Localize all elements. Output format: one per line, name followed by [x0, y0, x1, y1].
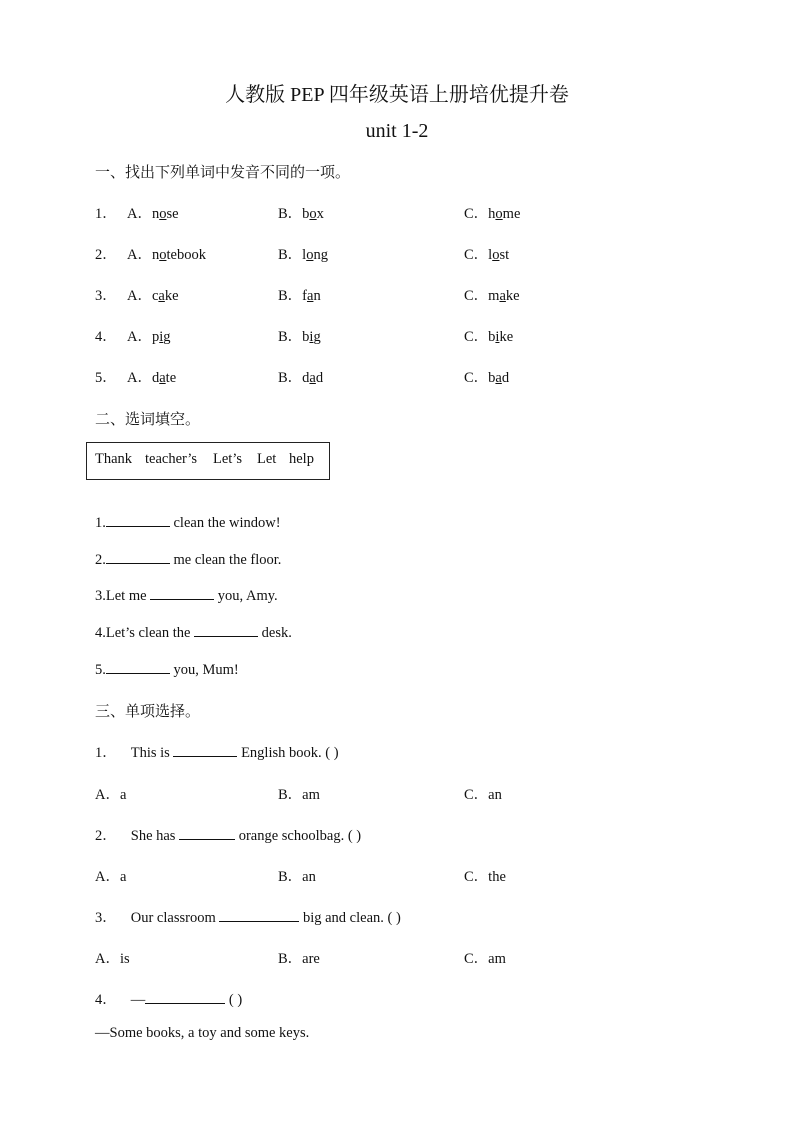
answer-blank[interactable]	[179, 825, 235, 840]
answer-blank[interactable]	[219, 907, 299, 922]
item-text: me clean the floor.	[169, 552, 282, 568]
answer-blank[interactable]	[106, 549, 170, 564]
underlined-letter: o	[309, 206, 317, 222]
item-text: desk.	[258, 625, 292, 641]
word-part: n	[313, 288, 321, 304]
word-part: ke	[499, 329, 514, 345]
item-text: 3.Let me	[95, 588, 151, 604]
option-b[interactable]: B．an	[278, 869, 316, 885]
question-number: 1．	[95, 745, 117, 761]
underlined-letter: o	[159, 247, 167, 263]
underlined-letter: o	[492, 247, 500, 263]
underlined-letter: a	[495, 370, 502, 386]
fill-in-item	[95, 512, 281, 532]
item-text: 1.	[95, 515, 106, 531]
word-part: d	[315, 370, 324, 386]
option-a[interactable]	[127, 284, 179, 305]
word-part: d	[501, 370, 510, 386]
underlined-letter: i	[159, 329, 164, 345]
option-a[interactable]	[127, 366, 176, 387]
answer-blank[interactable]	[150, 585, 214, 600]
word-part: C．b	[464, 370, 496, 386]
fill-in-item	[95, 585, 278, 605]
word-part: ke	[505, 288, 520, 304]
question-number: 2．	[95, 828, 117, 844]
option-c[interactable]	[464, 284, 520, 305]
option-c[interactable]	[464, 366, 509, 387]
word-part: ke	[164, 288, 179, 304]
word-part: st	[499, 247, 510, 263]
option-a[interactable]	[127, 325, 171, 346]
underlined-letter: a	[307, 288, 314, 304]
question-number: 3．	[95, 910, 117, 926]
question-number: 4．	[95, 992, 117, 1008]
question-text: She has	[130, 828, 180, 844]
section1-heading: 一、找出下列单词中发音不同的一项。	[95, 165, 351, 181]
item-text: 2.	[95, 552, 106, 568]
word-part: me	[502, 206, 521, 222]
item-text: you, Amy.	[214, 588, 278, 604]
option-b[interactable]: B．am	[278, 787, 320, 803]
fill-in-item	[95, 549, 281, 569]
option-c[interactable]: C．an	[464, 787, 502, 803]
word-part: B．l	[278, 247, 307, 263]
underlined-letter: a	[158, 288, 165, 304]
item-text: you, Mum!	[169, 662, 239, 678]
word-part: B．f	[278, 288, 307, 304]
question-text: ( )	[225, 992, 243, 1008]
word-part: se	[166, 206, 179, 222]
page-subtitle: unit 1-2	[365, 120, 429, 142]
item-text: 5.	[95, 662, 106, 678]
answer-blank[interactable]	[106, 512, 170, 527]
word-part: g	[163, 329, 171, 345]
word-part: A．n	[127, 206, 160, 222]
option-a[interactable]	[127, 243, 206, 264]
item-text: 4.Let’s clean the	[95, 625, 195, 641]
question-text: —	[130, 992, 146, 1008]
word-part: A．c	[127, 288, 159, 304]
word-bank-word: Thank	[95, 451, 133, 467]
word-part: tebook	[166, 247, 206, 263]
option-b[interactable]	[278, 284, 321, 305]
word-part: A．p	[127, 329, 160, 345]
word-part: C．l	[464, 247, 493, 263]
option-b[interactable]	[278, 366, 323, 387]
word-part: B．d	[278, 370, 310, 386]
question-number: 5．	[95, 370, 117, 386]
word-bank-word: help	[289, 451, 314, 467]
dialogue-answer: —Some books, a toy and some keys.	[95, 1025, 310, 1041]
underlined-letter: a	[309, 370, 316, 386]
fill-in-item	[95, 622, 292, 642]
underlined-letter: i	[309, 329, 314, 345]
word-part: x	[316, 206, 324, 222]
section2-heading: 二、选词填空。	[95, 412, 201, 428]
option-a[interactable]: A．a	[95, 787, 127, 803]
option-b[interactable]: B．are	[278, 951, 320, 967]
option-a[interactable]: A．a	[95, 869, 127, 885]
section3-heading: 三、单项选择。	[95, 704, 201, 720]
question-4	[95, 988, 242, 1009]
question-text: English book. ( )	[237, 745, 339, 761]
answer-blank[interactable]	[145, 989, 225, 1004]
question-2	[95, 824, 361, 845]
word-part: ng	[313, 247, 328, 263]
option-b[interactable]	[278, 202, 324, 223]
question-number: 1．	[95, 206, 117, 222]
word-part: g	[313, 329, 321, 345]
answer-blank[interactable]	[106, 659, 170, 674]
question-text: big and clean. ( )	[299, 910, 401, 926]
question-3	[95, 906, 401, 927]
option-b[interactable]	[278, 325, 321, 346]
word-bank-box	[86, 442, 330, 480]
underlined-letter: i	[495, 329, 500, 345]
option-c[interactable]	[464, 202, 520, 223]
word-part: A．n	[127, 247, 160, 263]
question-1	[95, 741, 339, 762]
word-part: te	[165, 370, 177, 386]
underlined-letter: o	[159, 206, 167, 222]
option-b[interactable]	[278, 243, 328, 264]
answer-blank[interactable]	[173, 742, 237, 757]
question-text: Our classroom	[130, 910, 220, 926]
word-bank-word: teacher’s	[145, 451, 198, 467]
word-bank-word: Let	[257, 451, 277, 467]
underlined-letter: o	[495, 206, 503, 222]
question-number: 4．	[95, 329, 117, 345]
question-text: This is	[130, 745, 174, 761]
question-number: 3．	[95, 288, 117, 304]
option-a[interactable]: A．is	[95, 951, 130, 967]
option-a[interactable]	[127, 202, 179, 223]
option-c[interactable]: C．the	[464, 869, 506, 885]
option-c[interactable]: C．am	[464, 951, 506, 967]
fill-in-item	[95, 659, 239, 679]
word-part: C．h	[464, 206, 496, 222]
underlined-letter: o	[306, 247, 314, 263]
question-text: orange schoolbag. ( )	[235, 828, 362, 844]
page-title: 人教版 PEP 四年级英语上册培优提升卷	[225, 84, 569, 106]
option-c[interactable]	[464, 243, 509, 264]
underlined-letter: a	[499, 288, 506, 304]
word-part: B．b	[278, 329, 310, 345]
word-part: C．b	[464, 329, 496, 345]
word-part: A．d	[127, 370, 160, 386]
item-text: clean the window!	[169, 515, 281, 531]
answer-blank[interactable]	[194, 622, 258, 637]
word-part: B．b	[278, 206, 310, 222]
question-number: 2．	[95, 247, 117, 263]
word-bank-word: Let’s	[213, 451, 242, 467]
word-part: C．m	[464, 288, 500, 304]
option-c[interactable]	[464, 325, 513, 346]
underlined-letter: a	[159, 370, 166, 386]
